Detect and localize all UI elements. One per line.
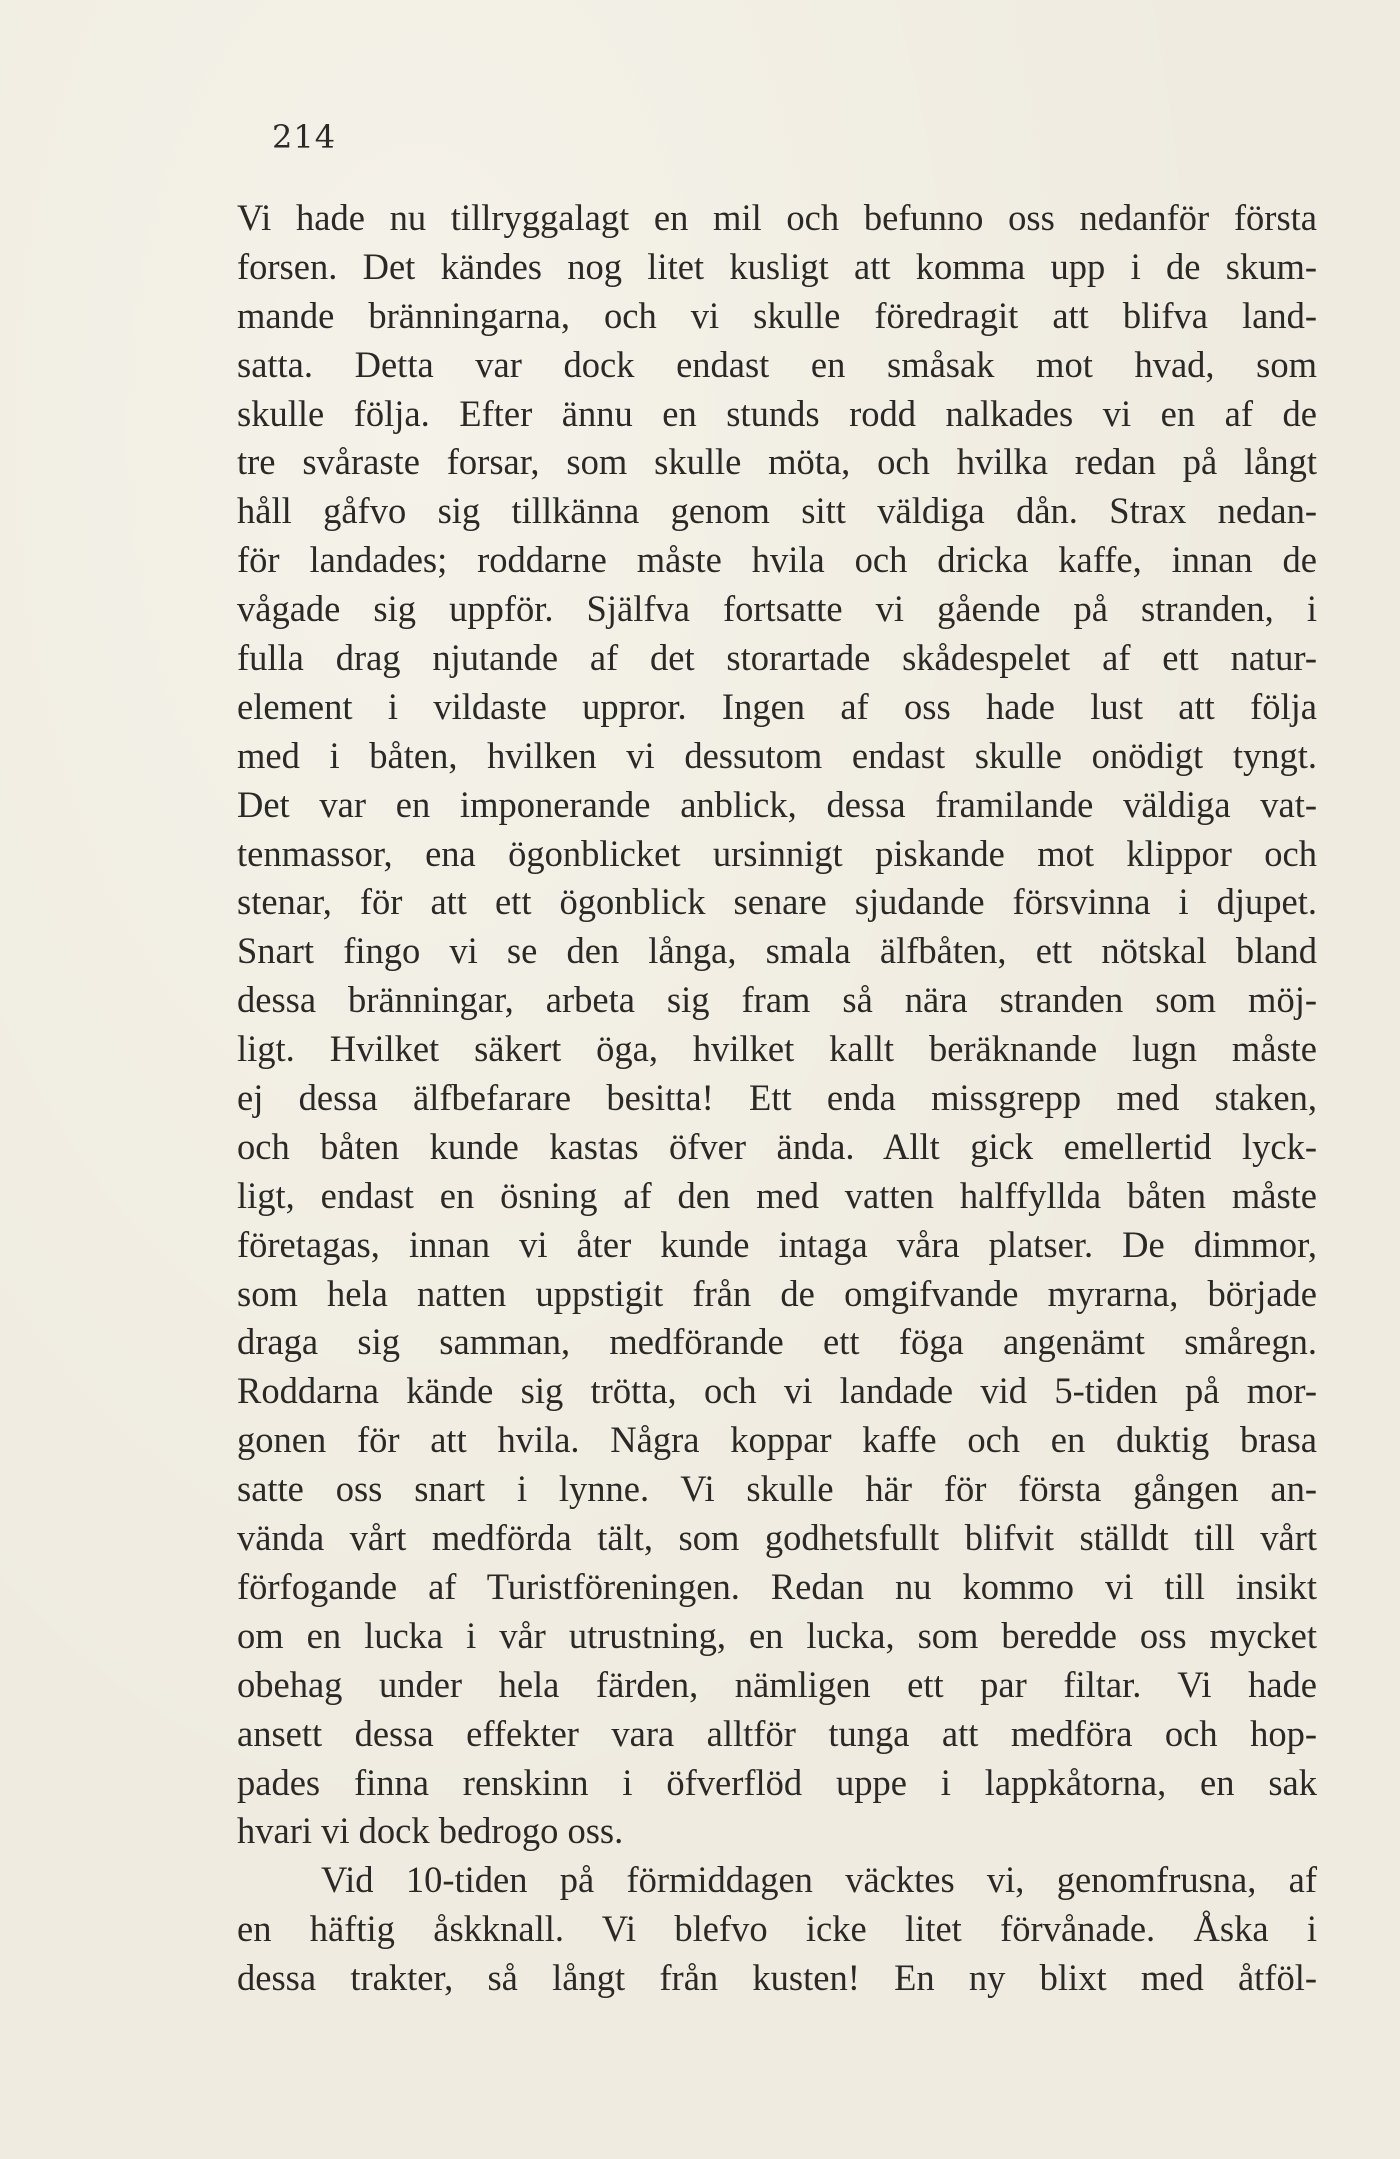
text-line: hvari vi dock bedrogo oss. bbox=[237, 1810, 624, 1852]
text-line: mande bränningarna, och vi skulle föredragit att blifva land- bbox=[237, 294, 1317, 336]
text-line: element i vildaste uppror. Ingen af oss hade lust att följa bbox=[237, 685, 1317, 727]
text-line: företagas, innan vi åter kunde intaga våra platser. De dimmor, bbox=[237, 1223, 1317, 1265]
text-line: dessa trakter, så långt från kusten! En ny blixt med åtföl- bbox=[237, 1957, 1317, 1999]
text-line: ansett dessa effekter vara alltför tunga att medföra och hop- bbox=[237, 1712, 1317, 1754]
text-line: ej dessa älfbefarare besitta! Ett enda missgrepp med staken, bbox=[237, 1077, 1317, 1119]
text-line: förfogande af Turistföreningen. Redan nu kommo vi till insikt bbox=[237, 1565, 1317, 1607]
text-line: stenar, för att ett ögonblick senare sjudande försvinna i djupet. bbox=[237, 881, 1317, 923]
text-line: en häftig åskknall. Vi blefvo icke litet förvånade. Åska i bbox=[237, 1908, 1317, 1950]
text-line: skulle följa. Efter ännu en stunds rodd nalkades vi en af de bbox=[237, 392, 1317, 434]
text-line: för landades; roddarne måste hvila och dricka kaffe, innan de bbox=[237, 539, 1317, 581]
text-line: ligt, endast en ösning af den med vatten halffyllda båten måste bbox=[237, 1174, 1317, 1216]
text-line: satta. Detta var dock endast en småsak mot hvad, som bbox=[237, 343, 1317, 385]
text-line: vågade sig uppför. Själfva fortsatte vi gående på stranden, i bbox=[237, 588, 1317, 630]
text-line: gonen för att hvila. Några koppar kaffe och en duktig brasa bbox=[237, 1419, 1317, 1461]
text-line: dessa bränningar, arbeta sig fram så nära stranden som möj- bbox=[237, 979, 1317, 1021]
text-line: och båten kunde kastas öfver ända. Allt gick emellertid lyck- bbox=[237, 1125, 1317, 1167]
text-line: Vi hade nu tillryggalagt en mil och befunno oss nedanför första bbox=[237, 197, 1317, 238]
text-line: håll gåfvo sig tillkänna genom sitt väldiga dån. Strax nedan- bbox=[237, 490, 1317, 532]
text-line: Vid 10-tiden på förmiddagen väcktes vi, genomfrusna, af bbox=[321, 1859, 1317, 1901]
text-line: om en lucka i vår utrustning, en lucka, som beredde oss mycket bbox=[237, 1614, 1317, 1656]
text-line: tenmassor, ena ögonblicket ursinnigt piskande mot klippor och bbox=[237, 832, 1317, 874]
text-line: vända vårt medförda tält, som godhetsfullt blifvit ställdt till vårt bbox=[237, 1517, 1317, 1559]
text-line: Snart fingo vi se den långa, smala älfbåten, ett nötskal bland bbox=[237, 930, 1317, 972]
body-text bbox=[237, 194, 1317, 2003]
text-line: tre svåraste forsar, som skulle möta, och hvilka redan på långt bbox=[237, 441, 1317, 483]
page-number: 214 bbox=[272, 118, 337, 156]
text-line: pades finna renskinn i öfverflöd uppe i lappkåtorna, en sak bbox=[237, 1761, 1317, 1803]
text-line: obehag under hela färden, nämligen ett par filtar. Vi hade bbox=[237, 1663, 1317, 1705]
text-line: Roddarna kände sig trötta, och vi landade vid 5-tiden på mor- bbox=[237, 1370, 1317, 1412]
text-line: fulla drag njutande af det storartade skådespelet af ett natur- bbox=[237, 637, 1317, 679]
text-line: draga sig samman, medförande ett föga angenämt småregn. bbox=[237, 1321, 1317, 1363]
text-line: forsen. Det kändes nog litet kusligt att komma upp i de skum- bbox=[237, 245, 1317, 287]
text-line: ligt. Hvilket säkert öga, hvilket kallt beräknande lugn måste bbox=[237, 1028, 1317, 1070]
text-line: Det var en imponerande anblick, dessa framilande väldiga vat- bbox=[237, 783, 1317, 825]
text-line: satte oss snart i lynne. Vi skulle här för första gången an- bbox=[237, 1468, 1317, 1510]
text-line: som hela natten uppstigit från de omgifvande myrarna, började bbox=[237, 1272, 1317, 1314]
text-line: med i båten, hvilken vi dessutom endast skulle onödigt tyngt. bbox=[237, 734, 1317, 776]
